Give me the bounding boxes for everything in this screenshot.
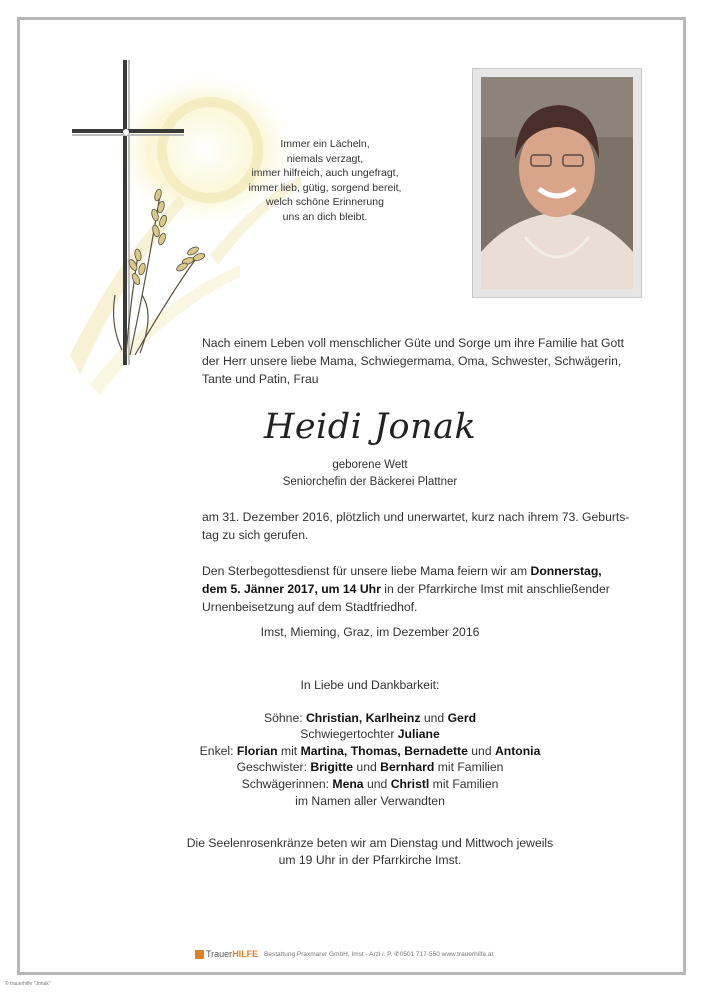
service-text: in der Pfarrkirche Imst mit anschließender [380,582,610,596]
poem-line: niemals verzagt, [286,152,364,165]
service-text: Urnenbeisetzung auf dem Stadtfriedhof. [202,600,418,614]
grandchild-names: Martina, Thomas, Bernadette [300,743,468,758]
rosary-line: um 19 Uhr in der Pfarrkirche Imst. [278,853,462,867]
daughter-in-law-label: Schwiegertochter [300,727,398,742]
family-grandchildren [150,743,590,760]
family-sisters-in-law [150,776,590,793]
family-heading: In Liebe und Dankbarkeit: [300,678,440,692]
service-day: Donnerstag, [530,564,602,578]
family-relatives: im Namen aller Verwandten [295,793,445,808]
death-line: tag zu sich gerufen. [202,528,309,542]
family-siblings [150,759,590,776]
grandchild-name: Florian [236,743,278,758]
funeral-service [202,562,657,616]
service-text: Den Sterbegottesdienst für unsere liebe Mama feiern wir am [202,564,531,578]
intro-line: der Herr unsere liebe Mama, Schwiegermama, Oma, Schwester, Schwägerin, [202,354,622,368]
connector: mit Familien [434,760,504,775]
poem-line: uns an dich bleibt. [282,210,368,223]
service-date: dem 5. Jänner 2017, um 14 Uhr [202,582,381,596]
logo-text-accent: HILFE [232,949,259,959]
connector: und [363,776,391,791]
intro-text [202,334,652,388]
rosary-notice [150,835,590,869]
maiden-name: geborene Wett [332,459,408,471]
rosary-line: Die Seelenrosenkränze beten wir am Dienstag und Mittwoch jeweils [186,836,554,850]
place-date: Imst, Mieming, Graz, im Dezember 2016 [260,625,480,639]
footer [195,949,555,963]
connector: und [467,743,495,758]
poem-line: welch schöne Erinnerung [266,196,384,208]
sisters-in-law-label: Schwägerinnen: [241,776,333,791]
memorial-poem [235,137,415,224]
copyright-note: © trauerhilfe "Jonak" [5,981,51,987]
deceased-title: Seniorchefin der Bäckerei Plattner [282,476,458,488]
footer-text: Bestattung Praxmarer GmbH, Imst - Arzl i. P. ✆0501 717-550 www.trauerhilfe.at [264,950,494,958]
daughter-in-law-name: Juliane [397,727,440,742]
family-sons [150,710,590,727]
sister-in-law-name: Christl [390,776,430,791]
sister-in-law-name: Mena [332,776,364,791]
poem-line: immer hilfreich, auch ungefragt, [251,167,399,179]
siblings-label: Geschwister: [236,760,311,775]
trauerhilfe-logo [195,949,258,959]
intro-line: Tante und Patin, Frau [202,372,319,386]
poem-line: Immer ein Lächeln, [280,138,370,150]
connector: mit Familien [429,776,499,791]
sibling-name: Brigitte [310,760,354,775]
sons-names: Christian, Karlheinz [306,710,421,725]
logo-mark-icon [195,950,204,959]
logo-text: Trauer [206,949,233,959]
intro-line: Nach einem Leben voll menschlicher Güte und Sorge um ihre Familie hat Gott [202,336,625,350]
portrait-image [481,77,633,289]
sons-label: Söhne: [263,710,306,725]
connector: und [353,760,381,775]
grandchild-name: Antonia [494,743,541,758]
sibling-name: Bernhard [380,760,435,775]
deceased-details [200,457,540,491]
poem-line: immer lieb, gütig, sorgend bereit, [248,181,402,194]
family-daughter-in-law [150,726,590,743]
connector: und [420,710,448,725]
grandchildren-label: Enkel: [199,743,237,758]
portrait-photo [472,68,642,298]
sons-last: Gerd [447,710,477,725]
connector: mit [277,743,301,758]
family-list [150,677,590,809]
death-notice [202,508,657,544]
deceased-name: Heidi Jonak [263,407,477,447]
death-line: am 31. Dezember 2016, plötzlich und unerwartet, kurz nach ihrem 73. Geburts- [202,510,630,524]
